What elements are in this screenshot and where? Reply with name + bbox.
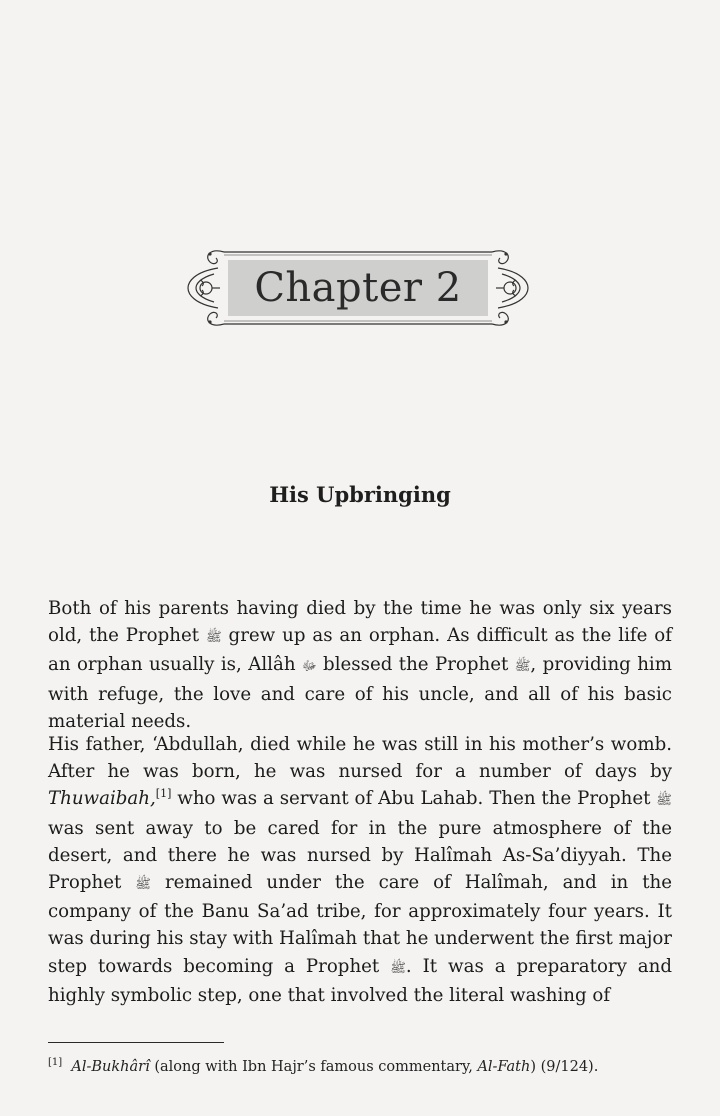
text-run: who was a servant of Abu Lahab. Then the Prophet xyxy=(171,788,657,810)
text-run: was sent away to be cared for in the pure atmosphere of the desert, and there he was nursed by Halîmah As-Sa’diyyah. The Prophet xyxy=(48,817,672,894)
section-heading: His Upbringing xyxy=(269,482,451,507)
salutation-symbol-icon: ﷺ xyxy=(514,659,531,675)
footnote-text: (along with Ibn Hajr’s famous commentary, xyxy=(149,1058,478,1075)
italic-name: Thuwaibah, xyxy=(48,788,156,810)
text-run: grew up as an orphan. As difficult as the life of an orphan usually is, Allâh xyxy=(48,625,672,676)
footnote xyxy=(48,1053,688,1077)
salutation-symbol-icon: ﷺ xyxy=(205,630,222,646)
footnote-divider xyxy=(48,1042,224,1043)
footnote-end: ) (9/124). xyxy=(530,1058,599,1075)
footnote-work: Al-Fath xyxy=(477,1058,531,1075)
footnote-marker: [1] xyxy=(48,1057,63,1068)
salutation-symbol-icon: ﷺ xyxy=(390,960,406,976)
body-paragraph-2 xyxy=(48,731,672,1009)
footnote-source: Al-Bukhârî xyxy=(71,1058,150,1075)
salutation-symbol-icon: ﷺ xyxy=(656,793,672,809)
footnote-reference[interactable]: [1] xyxy=(155,787,172,801)
chapter-banner xyxy=(180,238,536,338)
body-paragraph-1 xyxy=(48,595,672,735)
text-run: blessed the Prophet xyxy=(316,654,515,676)
text-run: His father, ‘Abdullah, died while he was still in his mother’s womb. After he was born, he was nursed for a number of days by xyxy=(48,734,672,783)
text-run: Both of his parents having died by the time he was only six years old, the Prophet xyxy=(48,598,672,647)
salutation-symbol-icon: ﷺ xyxy=(135,877,151,893)
text-run: . It was a preparatory and highly symbolic step, one that involved the literal washing of xyxy=(48,955,672,1006)
text-run: , providing him with refuge, the love and care of his uncle, and all of his basic material needs. xyxy=(48,654,672,732)
text-run: remained under the care of Halîmah, and in the company of the Banu Sa’ad tribe, for approximately four years. It was during his stay with Halîmah that he underwent the first major step towards becoming a Prophet xyxy=(48,872,673,977)
chapter-title: Chapter 2 xyxy=(254,265,462,311)
glorified-symbol-icon: ﷻ xyxy=(301,659,317,675)
